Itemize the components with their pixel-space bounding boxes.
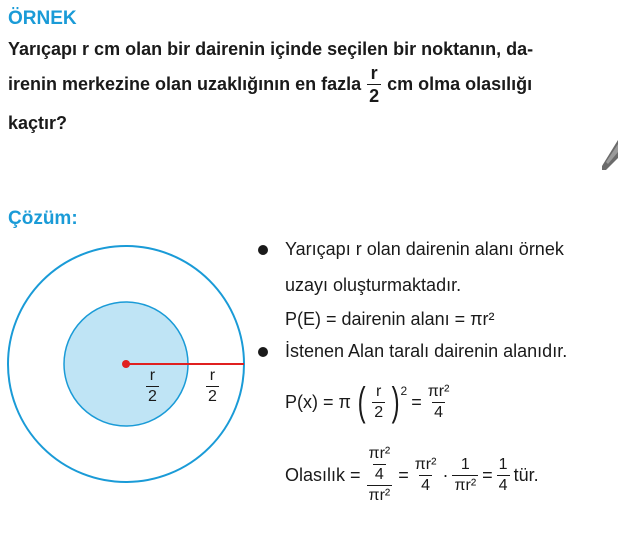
bullet-dot-2 (258, 347, 268, 357)
bullet-1-line-2: uzayı oluşturmaktadır. (285, 275, 462, 295)
solution-heading: Çözüm: (8, 208, 78, 229)
nested-inner-denominator: 4 (374, 466, 384, 483)
nested-fraction-denominator: πr² (368, 487, 391, 504)
px-result-numerator: πr² (427, 382, 450, 400)
label-inner-denominator: 2 (148, 388, 157, 405)
label-outer-numerator: r (209, 367, 216, 384)
px-label: P(x) = π (285, 391, 351, 412)
label-inner-numerator: r (149, 367, 156, 384)
bullet-dot-1 (258, 245, 268, 255)
step-equals: = (398, 464, 409, 485)
px-equals: = (411, 391, 422, 412)
probability-label: Olasılık = (285, 464, 361, 485)
left-paren: ( (357, 380, 366, 424)
question-fraction-numerator: r (370, 63, 378, 83)
px-formula (285, 382, 451, 422)
question-line-2-before: irenin merkezine olan uzaklığının en fazla (8, 74, 362, 94)
step-2-numerator: 1 (460, 455, 470, 473)
step-1-denominator: 4 (421, 476, 431, 494)
bullet-1-line-1: Yarıçapı r olan dairenin alanı örnek (285, 239, 564, 259)
px-result (426, 384, 452, 421)
final-equals: = (482, 464, 493, 485)
px-fraction-denominator: 2 (374, 403, 384, 421)
final-fraction (497, 457, 510, 494)
label-outer-denominator: 2 (208, 388, 217, 405)
question-line-2-after: cm olma olasılığı (387, 74, 533, 94)
nested-inner-numerator: πr² (368, 445, 391, 462)
final-numerator: 1 (498, 455, 508, 473)
step-1-numerator: πr² (414, 455, 437, 473)
question-line-1: Yarıçapı r cm olan bir dairenin içinde seçilen bir noktanın, da- (8, 39, 534, 59)
question-fraction (367, 64, 381, 105)
px-fraction (372, 384, 385, 421)
right-paren: ) (391, 380, 400, 424)
result-suffix: tür. (513, 464, 539, 485)
multiply-dot: · (442, 464, 449, 485)
bullet-2-text: İstenen Alan taralı dairenin alanıdır. (285, 341, 568, 361)
final-denominator: 4 (498, 476, 508, 494)
nested-fraction (365, 446, 395, 504)
circle-diagram (0, 240, 280, 540)
step-2-fraction (452, 457, 478, 494)
question-line-3: kaçtır? (8, 113, 68, 133)
label-outer-radius (206, 368, 219, 405)
step-2-denominator: πr² (454, 476, 477, 494)
probability-formula (285, 446, 539, 504)
px-result-denominator: 4 (434, 403, 443, 421)
label-inner-radius (146, 368, 159, 405)
question-fraction-denominator: 2 (369, 86, 380, 106)
px-exponent: 2 (400, 384, 408, 398)
step-1-fraction (413, 457, 439, 494)
nested-inner-fraction (367, 446, 393, 483)
center-point (122, 360, 130, 368)
nested-fraction-top (365, 446, 395, 485)
pe-formula: P(E) = dairenin alanı = πr² (285, 309, 495, 329)
px-fraction-numerator: r (376, 382, 382, 400)
pen-icon (598, 140, 618, 172)
example-heading: ÖRNEK (8, 8, 77, 29)
question-line-2 (8, 64, 532, 105)
